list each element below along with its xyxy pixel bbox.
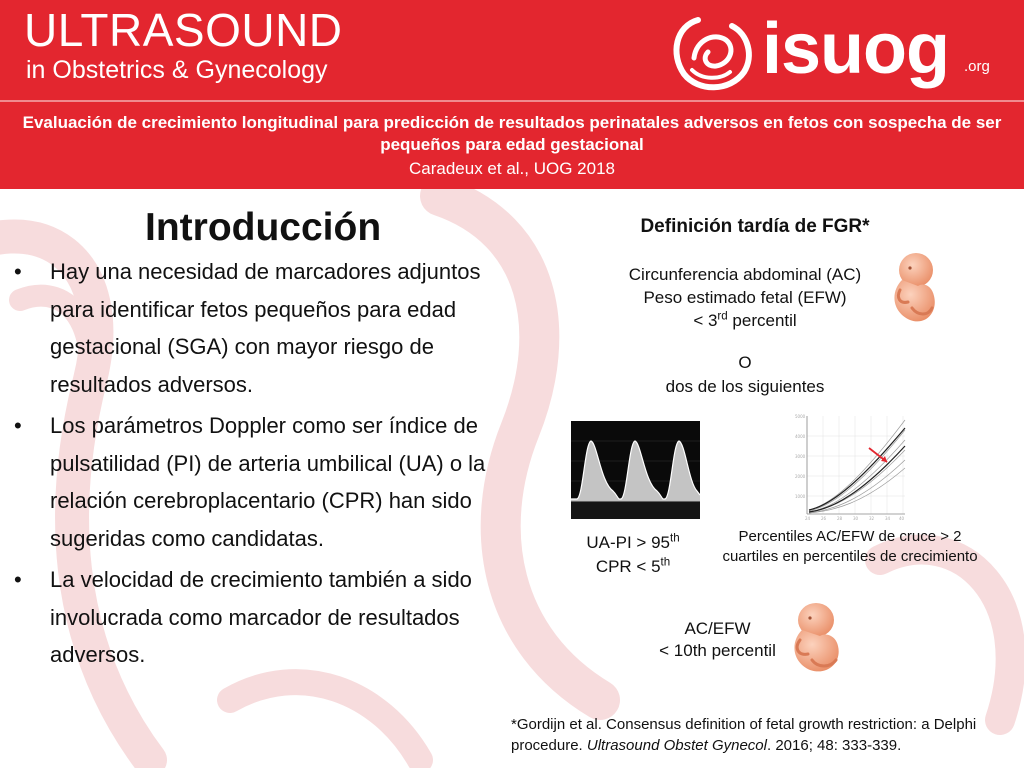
criterion-text: percentil [727, 311, 797, 330]
svg-text:28: 28 [837, 516, 843, 521]
isuog-logo-emblem-icon [668, 10, 756, 94]
bullet-glyph: • [14, 567, 22, 592]
footnote-text: . 2016; 48: 333-339. [766, 737, 902, 754]
journal-title: ULTRASOUND [24, 4, 343, 56]
svg-text:32: 32 [869, 516, 875, 521]
article-title: Evaluación de crecimiento longitudinal para predicción de resultados perinatales adversos en fetos con sospecha de ser pequeños para edad gestacional [22, 113, 1002, 154]
bullet-glyph: • [14, 259, 22, 284]
ordinal-suffix: rd [717, 310, 728, 323]
or-text: O [738, 353, 752, 372]
intro-bullet-text: Los parámetros Doppler como ser índice de pulsatilidad (PI) de arteria umbilical (UA) o la relación cerebroplacentario (CPR) han sido sugeridas como candidatas. [50, 413, 486, 551]
svg-text:34: 34 [885, 516, 891, 521]
svg-text:5000: 5000 [795, 414, 806, 419]
criterion-text: UA-PI > 95 [586, 533, 670, 552]
footnote-text: *Gordijn et al. Consensus definition of fetal growth restriction: a Delphi procedure. [511, 716, 977, 754]
isuog-logo [668, 6, 1008, 98]
criterion-line: Percentiles AC/EFW de cruce > 2 [738, 528, 962, 545]
svg-text:1000: 1000 [795, 494, 806, 499]
criterion-ac-efw-3rd [560, 263, 930, 332]
criterion-line [548, 555, 718, 579]
fetus-illustration-icon [882, 250, 942, 324]
criterion-line: Peso estimado fetal (EFW) [643, 288, 847, 307]
percentile-crossing-label [700, 527, 1000, 567]
growth-chart-image [793, 406, 913, 524]
criterion-line [548, 531, 718, 555]
intro-bullet [14, 561, 514, 674]
intro-bullet-list [14, 253, 514, 678]
criterion-line: AC/EFW [684, 619, 751, 638]
or-subtext: dos de los siguientes [665, 377, 825, 396]
doppler-criterion-label [548, 531, 718, 579]
criterion-line: Circunferencia abdominal (AC) [628, 265, 862, 284]
intro-heading: Introducción [145, 206, 382, 249]
criterion-line: cuartiles en percentiles de crecimiento [722, 548, 978, 565]
criterion-text: < 3 [693, 311, 718, 330]
intro-bullet [14, 253, 514, 403]
doppler-waveform-image [571, 421, 700, 519]
ordinal-suffix: th [669, 532, 680, 545]
svg-text:40: 40 [899, 516, 905, 521]
bullet-glyph: • [14, 413, 22, 438]
criterion-line [560, 309, 930, 332]
fetus-illustration-icon [784, 600, 846, 674]
criterion-line: < 10th percentil [659, 641, 776, 660]
article-citation: Caradeux et al., UOG 2018 [408, 159, 615, 178]
isuog-logo-suffix: .org [964, 58, 990, 75]
fgr-definition-heading: Definición tardía de FGR* [640, 216, 870, 237]
footnote-journal: Ultrasound Obstet Gynecol [586, 737, 767, 754]
criterion-text: CPR < 5 [595, 557, 661, 576]
header-banner [0, 0, 1024, 189]
intro-bullet-text: La velocidad de crecimiento también a sido involucrada como marcador de resultados adversos. [50, 567, 472, 667]
svg-text:2000: 2000 [795, 474, 806, 479]
svg-text:3000: 3000 [795, 454, 806, 459]
journal-subtitle: in Obstetrics & Gynecology [26, 56, 328, 84]
intro-bullet-text: Hay una necesidad de marcadores adjuntos para identificar fetos pequeños para edad gestacional (SGA) con mayor riesgo de resultados adversos. [50, 259, 481, 397]
svg-text:24: 24 [805, 516, 811, 521]
svg-text:4000: 4000 [795, 434, 806, 439]
isuog-logo-text: isuog [762, 9, 949, 89]
ordinal-suffix: th [660, 556, 671, 569]
svg-text:26: 26 [821, 516, 827, 521]
svg-text:30: 30 [853, 516, 859, 521]
header-divider [0, 100, 1024, 102]
intro-bullet [14, 407, 514, 557]
or-separator [610, 351, 880, 399]
reference-footnote [511, 714, 1016, 756]
